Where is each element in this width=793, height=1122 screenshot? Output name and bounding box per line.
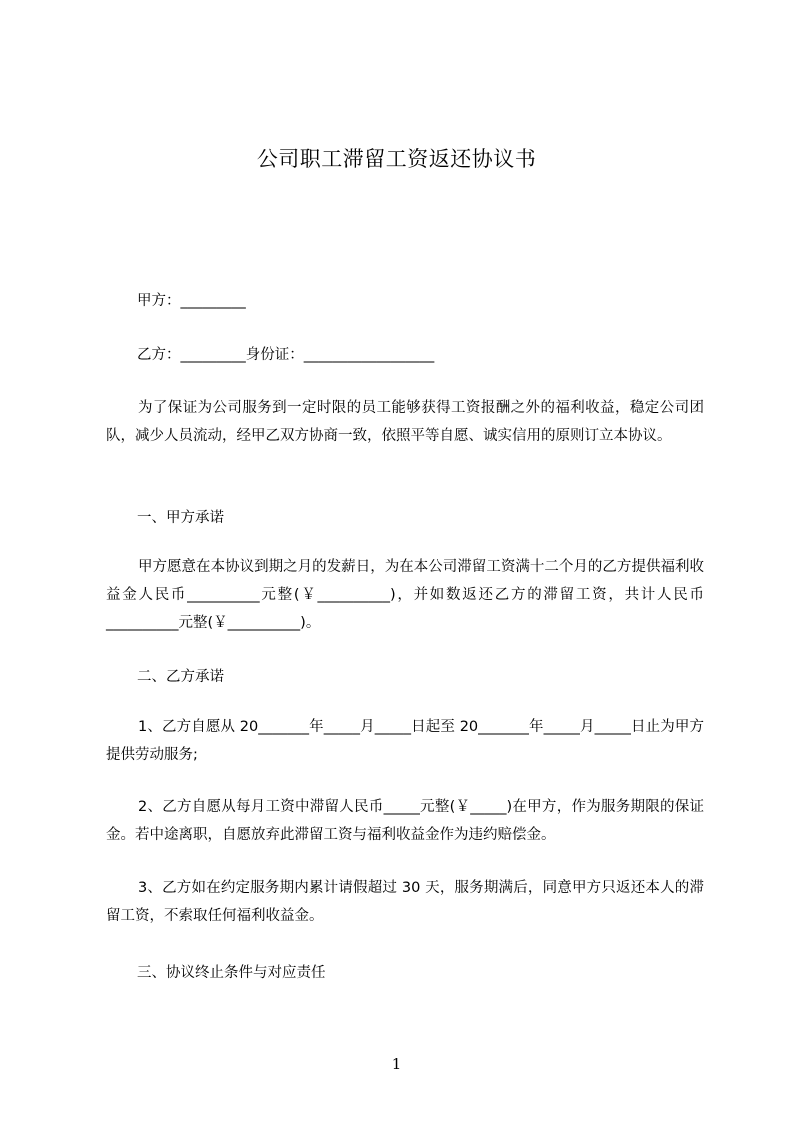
document-title: 公司职工滞留工资返还协议书 (256, 147, 537, 171)
clause-3-paragraph: 3、乙方如在约定服务期内累计请假超过 30 天，服务期满后，同意甲方只返还本人的滞留工资，不索取任何福利收益金。 (106, 880, 704, 924)
section1-heading: 一、甲方承诺 (137, 510, 224, 526)
section2-heading: 二、乙方承诺 (137, 669, 224, 685)
clause-2-paragraph: 2、乙方自愿从每月工资中滞留人民币_____元整(￥_____)在甲方，作为服务期限的保证金。若中途离职，自愿放弃此滞留工资与福利收益金作为违约赔偿金。 (106, 799, 704, 843)
page-number: 1 (391, 1055, 402, 1073)
preamble-paragraph: 为了保证为公司服务到一定时限的员工能够获得工资报酬之外的福利收益，稳定公司团队，减少人员流动，经甲乙双方协商一致，依照平等自愿、诚实信用的原则订立本协议。 (106, 400, 704, 444)
party-a-line: 甲方：_________ (137, 293, 246, 309)
section3-heading: 三、协议终止条件与对应责任 (137, 965, 326, 981)
section1-paragraph: 甲方愿意在本协议到期之月的发薪日，为在本公司滞留工资满十二个月的乙方提供福利收益金人民币__________元整(￥__________)，并如数返还乙方的滞留工资，共计人民币__________元整(￥__________)。 (106, 559, 704, 631)
clause-1-paragraph: 1、乙方自愿从 20_______年_____月_____日起至 20_______年_____月_____日止为甲方提供劳动服务; (106, 719, 704, 763)
party-b-line: 乙方：_________身份证：__________________ (137, 347, 435, 363)
